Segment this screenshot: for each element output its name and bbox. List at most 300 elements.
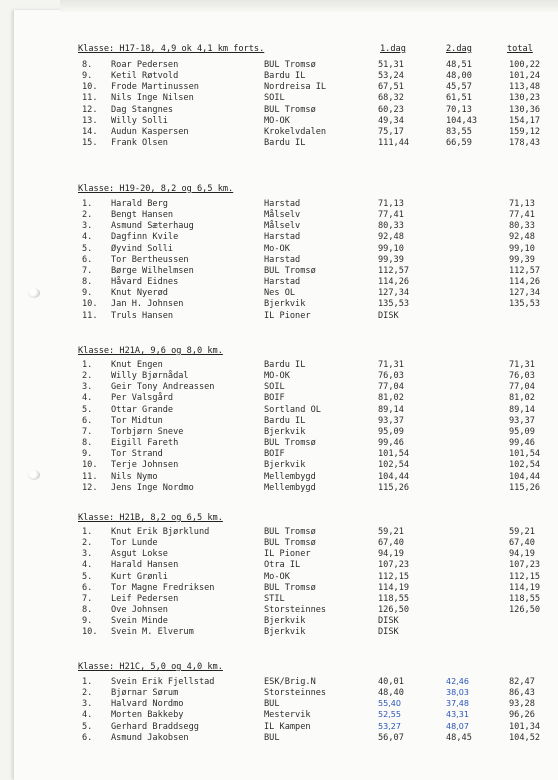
day1-time: 53,24 <box>378 71 404 82</box>
competitor-name: Ketil Røtvold <box>111 71 179 82</box>
club: Sortland OL <box>264 404 321 415</box>
rank: 6. <box>82 415 93 426</box>
total-time: 80,33 <box>509 221 535 232</box>
result-row <box>0 583 558 594</box>
day2-time: 61,51 <box>446 93 472 104</box>
total-time: 86,43 <box>509 688 535 699</box>
result-row <box>0 605 558 616</box>
total-time: 135,53 <box>509 299 541 310</box>
day1-time: 127,34 <box>378 288 410 299</box>
rank: 10. <box>82 299 98 310</box>
club: Harstad <box>264 199 301 209</box>
total-time: 112,15 <box>509 571 541 582</box>
club: Bardu IL <box>264 360 306 370</box>
rank: 6. <box>82 732 93 743</box>
day2-time: 37,48 <box>446 699 469 709</box>
total-time: 101,34 <box>509 721 541 732</box>
result-row <box>0 416 558 427</box>
total-time: 95,09 <box>509 426 535 437</box>
club: Krokelvdalen <box>264 126 327 137</box>
competitor-name: Øyvind Solli <box>111 243 174 254</box>
competitor-name: Frank Olsen <box>111 138 168 149</box>
competitor-name: Ottar Grande <box>111 404 174 415</box>
rank: 9. <box>82 616 93 627</box>
day1-time: 59,21 <box>378 527 404 537</box>
result-row <box>0 710 558 721</box>
club: SOIL <box>264 93 285 104</box>
day1-time: 60,23 <box>378 104 404 115</box>
day1-time: 93,37 <box>378 415 404 426</box>
club: BUL Tromsø <box>264 265 316 276</box>
total-time: 104,44 <box>509 471 541 482</box>
day1-time: 51,31 <box>378 60 404 70</box>
day1-time: 81,02 <box>378 393 404 404</box>
day1-time: 53,27 <box>378 721 401 731</box>
result-row <box>0 616 558 627</box>
result-row <box>0 105 558 116</box>
competitor-name: Eigill Fareth <box>111 438 179 449</box>
result-row <box>0 699 558 710</box>
result-row <box>0 311 558 322</box>
competitor-name: Frode Martinussen <box>111 82 199 93</box>
rank: 4. <box>82 710 93 721</box>
club: Bardu IL <box>264 415 306 426</box>
club: BOIF <box>264 393 285 404</box>
day1-time: 71,13 <box>378 199 404 209</box>
club: Harstad <box>264 277 301 288</box>
total-time: 114,26 <box>509 277 541 288</box>
day1-time: 107,23 <box>378 560 410 571</box>
competitor-name: Knut Nyerød <box>111 288 168 299</box>
rank: 7. <box>82 265 93 276</box>
day1-time: 56,07 <box>378 732 404 743</box>
result-row <box>0 472 558 483</box>
competitor-name: Svein M. Elverum <box>111 627 194 638</box>
competitor-name: Bengt Hansen <box>111 210 174 221</box>
total-time: 127,34 <box>509 288 541 299</box>
day1-time: 76,03 <box>378 371 404 382</box>
competitor-name: Tor Midtun <box>111 415 163 426</box>
club: Mo-OK <box>264 243 290 254</box>
club: Bjerkvik <box>264 627 306 638</box>
competitor-name: Nils Nymo <box>111 471 158 482</box>
day1-time: 77,04 <box>378 382 404 393</box>
day1-time: 80,33 <box>378 221 404 232</box>
total-time: 101,54 <box>509 449 541 460</box>
result-row <box>0 221 558 232</box>
rank: 10. <box>82 460 98 471</box>
day2-time: 48,07 <box>446 721 469 731</box>
total-time: 77,41 <box>509 210 535 221</box>
class-title: Klasse: H19-20, 8,2 og 6,5 km. <box>78 184 234 194</box>
club: Bardu IL <box>264 71 306 82</box>
club: Mestervik <box>264 710 311 721</box>
result-row <box>0 722 558 733</box>
club: ESK/Brig.N <box>264 677 316 687</box>
column-header: total <box>507 44 533 54</box>
day1-time: 95,09 <box>378 426 404 437</box>
column-header: 2.dag <box>446 44 472 54</box>
club: Mellembygd <box>264 482 316 493</box>
club: Nordreisa IL <box>264 82 327 93</box>
rank: 5. <box>82 243 93 254</box>
day1-time: 126,50 <box>378 605 410 616</box>
total-time: 94,19 <box>509 549 535 560</box>
rank: 12. <box>82 482 98 493</box>
competitor-name: Ove Johnsen <box>111 605 168 616</box>
total-time: 100,22 <box>509 60 541 70</box>
day1-time: 67,51 <box>378 82 404 93</box>
rank: 7. <box>82 426 93 437</box>
result-row <box>0 677 558 688</box>
club: BUL <box>264 699 280 710</box>
competitor-name: Tor Strand <box>111 449 163 460</box>
club: BUL Tromsø <box>264 538 316 549</box>
page-fold <box>60 0 558 12</box>
club: BUL Tromsø <box>264 527 316 537</box>
class-title: Klasse: H17-18, 4,9 ok 4,1 km forts. <box>78 44 265 54</box>
total-time: 154,17 <box>509 115 541 126</box>
rank: 5. <box>82 571 93 582</box>
total-time: 81,02 <box>509 393 535 404</box>
club: BUL Tromsø <box>264 60 316 70</box>
competitor-name: Jens Inge Nordmo <box>111 482 194 493</box>
day1-time: 68,32 <box>378 93 404 104</box>
day1-time: 75,17 <box>378 126 404 137</box>
competitor-name: Harald Berg <box>111 199 168 209</box>
result-row <box>0 549 558 560</box>
total-time: 114,19 <box>509 582 541 593</box>
rank: 3. <box>82 549 93 560</box>
competitor-name: Per Valsgård <box>111 393 174 404</box>
day1-time: 99,46 <box>378 438 404 449</box>
result-row <box>0 266 558 277</box>
rank: 11. <box>82 310 98 321</box>
day2-time: 104,43 <box>446 115 478 126</box>
competitor-name: Willy Solli <box>111 115 168 126</box>
day1-time: 49,34 <box>378 115 404 126</box>
competitor-name: Dagfinn Kvile <box>111 232 179 243</box>
result-row <box>0 627 558 638</box>
rank: 1. <box>82 199 93 209</box>
club: Harstad <box>264 254 301 265</box>
total-time: 77,04 <box>509 382 535 393</box>
competitor-name: Asmund Jakobsen <box>111 732 189 743</box>
club: BOIF <box>264 449 285 460</box>
club: MO-OK <box>264 371 290 382</box>
rank: 4. <box>82 232 93 243</box>
result-row <box>0 572 558 583</box>
rank: 2. <box>82 538 93 549</box>
total-time: 59,21 <box>509 527 535 537</box>
total-time: 107,23 <box>509 560 541 571</box>
rank: 8. <box>82 605 93 616</box>
total-time: 101,24 <box>509 71 541 82</box>
day2-time: 45,57 <box>446 82 472 93</box>
total-time: 113,48 <box>509 82 541 93</box>
result-row <box>0 382 558 393</box>
competitor-name: Knut Erik Bjørklund <box>111 527 210 537</box>
club: Otra IL <box>264 560 301 571</box>
club: Bjerkvik <box>264 426 306 437</box>
competitor-name: Håvard Eidnes <box>111 277 179 288</box>
total-time: 71,13 <box>509 199 535 209</box>
rank: 13. <box>82 115 98 126</box>
result-row <box>0 288 558 299</box>
total-time: 159,12 <box>509 126 541 137</box>
competitor-name: Jan H. Johnsen <box>111 299 184 310</box>
total-time: 71,31 <box>509 360 535 370</box>
result-row <box>0 299 558 310</box>
day1-time: 52,55 <box>378 710 401 720</box>
club: IL Kampen <box>264 721 311 732</box>
competitor-name: Asmund Sæterhaug <box>111 221 194 232</box>
club: MO-OK <box>264 115 290 126</box>
result-row <box>0 116 558 127</box>
rank: 1. <box>82 360 93 370</box>
column-header: 1.dag <box>380 44 406 54</box>
total-time: 96,26 <box>509 710 535 721</box>
club: Målselv <box>264 210 301 221</box>
day2-time: 48,00 <box>446 71 472 82</box>
day1-time: 55,40 <box>378 699 401 709</box>
result-row <box>0 82 558 93</box>
rank: 3. <box>82 699 93 710</box>
rank: 10. <box>82 82 98 93</box>
total-time: 93,28 <box>509 699 535 710</box>
rank: 11. <box>82 93 98 104</box>
day1-time: 94,19 <box>378 549 404 560</box>
day2-time: 83,55 <box>446 126 472 137</box>
day2-time: 48,51 <box>446 60 472 70</box>
result-row <box>0 232 558 243</box>
day1-time: 112,57 <box>378 265 410 276</box>
competitor-name: Leif Pedersen <box>111 593 179 604</box>
result-row <box>0 538 558 549</box>
day1-time: 67,40 <box>378 538 404 549</box>
result-row <box>0 210 558 221</box>
rank: 8. <box>82 277 93 288</box>
club: BUL Tromsø <box>264 438 316 449</box>
result-row <box>0 527 558 538</box>
day2-time: 66,59 <box>446 138 472 149</box>
day1-time: 104,44 <box>378 471 410 482</box>
club: SOIL <box>264 382 285 393</box>
result-row <box>0 71 558 82</box>
club: Storsteinnes <box>264 688 327 699</box>
club: IL Pioner <box>264 310 311 321</box>
result-row <box>0 138 558 149</box>
rank: 10. <box>82 627 98 638</box>
rank: 8. <box>82 438 93 449</box>
class-title: Klasse: H21B, 8,2 og 6,5 km. <box>78 513 223 523</box>
result-row <box>0 244 558 255</box>
total-time: 126,50 <box>509 605 541 616</box>
rank: 9. <box>82 288 93 299</box>
day1-time: 101,54 <box>378 449 410 460</box>
competitor-name: Svein Erik Fjellstad <box>111 677 215 687</box>
result-row <box>0 199 558 210</box>
day1-time: 118,55 <box>378 593 410 604</box>
club: Storsteinnes <box>264 605 327 616</box>
class-title: Klasse: H21C, 5,0 og 4,0 km. <box>78 662 223 672</box>
day1-time: 40,01 <box>378 677 404 687</box>
day1-time: 92,48 <box>378 232 404 243</box>
total-time: 178,43 <box>509 138 541 149</box>
result-row <box>0 560 558 571</box>
result-row <box>0 594 558 605</box>
total-time: 92,48 <box>509 232 535 243</box>
result-row <box>0 360 558 371</box>
day1-time: 114,26 <box>378 277 410 288</box>
rank: 2. <box>82 688 93 699</box>
day1-time: 89,14 <box>378 404 404 415</box>
result-row <box>0 60 558 71</box>
day1-time: 99,39 <box>378 254 404 265</box>
rank: 14. <box>82 126 98 137</box>
club: Mellembygd <box>264 471 316 482</box>
competitor-name: Torbjørn Sneve <box>111 426 184 437</box>
total-time: 104,52 <box>509 732 541 743</box>
rank: 4. <box>82 393 93 404</box>
rank: 2. <box>82 371 93 382</box>
rank: 5. <box>82 404 93 415</box>
competitor-name: Halvard Nordmo <box>111 699 184 710</box>
total-time: 130,36 <box>509 104 541 115</box>
total-time: 118,55 <box>509 593 541 604</box>
rank: 8. <box>82 60 93 70</box>
total-time: 99,46 <box>509 438 535 449</box>
rank: 12. <box>82 104 98 115</box>
rank: 3. <box>82 382 93 393</box>
total-time: 67,40 <box>509 538 535 549</box>
result-row <box>0 371 558 382</box>
rank: 9. <box>82 71 93 82</box>
total-time: 76,03 <box>509 371 535 382</box>
competitor-name: Harald Hansen <box>111 560 179 571</box>
club: Harstad <box>264 232 301 243</box>
competitor-name: Truls Hansen <box>111 310 174 321</box>
day1-time: 115,26 <box>378 482 410 493</box>
day1-time: DISK <box>378 616 399 627</box>
result-row <box>0 255 558 266</box>
competitor-name: Børge Wilhelmsen <box>111 265 194 276</box>
result-row <box>0 427 558 438</box>
club: Bardu IL <box>264 138 306 149</box>
result-row <box>0 93 558 104</box>
day1-time: 135,53 <box>378 299 410 310</box>
day2-time: 48,45 <box>446 732 472 743</box>
total-time: 102,54 <box>509 460 541 471</box>
day1-time: 112,15 <box>378 571 410 582</box>
day1-time: 102,54 <box>378 460 410 471</box>
day2-time: 42,46 <box>446 677 469 686</box>
result-row <box>0 460 558 471</box>
day1-time: 114,19 <box>378 582 410 593</box>
total-time: 93,37 <box>509 415 535 426</box>
club: BUL <box>264 732 280 743</box>
result-row <box>0 688 558 699</box>
result-row <box>0 438 558 449</box>
rank: 9. <box>82 449 93 460</box>
competitor-name: Dag Stangnes <box>111 104 174 115</box>
total-time: 89,14 <box>509 404 535 415</box>
total-time: 99,39 <box>509 254 535 265</box>
club: Målselv <box>264 221 301 232</box>
competitor-name: Terje Johnsen <box>111 460 179 471</box>
day2-time: 38,03 <box>446 688 469 698</box>
day1-time: 48,40 <box>378 688 404 699</box>
club: Nes OL <box>264 288 296 299</box>
total-time: 82,47 <box>509 677 535 687</box>
competitor-name: Morten Bakkeby <box>111 710 184 721</box>
rank: 6. <box>82 582 93 593</box>
competitor-name: Kurt Grønli <box>111 571 168 582</box>
total-time: 130,23 <box>509 93 541 104</box>
competitor-name: Audun Kaspersen <box>111 126 189 137</box>
rank: 4. <box>82 560 93 571</box>
rank: 3. <box>82 221 93 232</box>
rank: 2. <box>82 210 93 221</box>
club: Bjerkvik <box>264 299 306 310</box>
day2-time: 70,13 <box>446 104 472 115</box>
competitor-name: Tor Lunde <box>111 538 158 549</box>
competitor-name: Tor Bertheussen <box>111 254 189 265</box>
rank: 1. <box>82 527 93 537</box>
competitor-name: Roar Pedersen <box>111 60 179 70</box>
club: BUL Tromsø <box>264 104 316 115</box>
total-time: 112,57 <box>509 265 541 276</box>
day1-time: 77,41 <box>378 210 404 221</box>
day1-time: 111,44 <box>378 138 410 149</box>
result-row <box>0 733 558 744</box>
competitor-name: Asgut Lokse <box>111 549 168 560</box>
club: Bjerkvik <box>264 460 306 471</box>
result-row <box>0 393 558 404</box>
competitor-name: Nils Inge Nilsen <box>111 93 194 104</box>
result-row <box>0 127 558 138</box>
competitor-name: Gerhard Braddsegg <box>111 721 199 732</box>
day1-time: DISK <box>378 310 399 321</box>
rank: 1. <box>82 677 93 687</box>
result-row <box>0 449 558 460</box>
club: STIL <box>264 593 285 604</box>
result-row <box>0 405 558 416</box>
rank: 5. <box>82 721 93 732</box>
club: IL Pioner <box>264 549 311 560</box>
competitor-name: Knut Engen <box>111 360 163 370</box>
day1-time: DISK <box>378 627 399 638</box>
club: Bjerkvik <box>264 616 306 627</box>
total-time: 115,26 <box>509 482 541 493</box>
result-row <box>0 483 558 494</box>
competitor-name: Bjørnar Sørum <box>111 688 179 699</box>
competitor-name: Svein Minde <box>111 616 168 627</box>
result-row <box>0 277 558 288</box>
day1-time: 99,10 <box>378 243 404 254</box>
club: BUL Tromsø <box>264 582 316 593</box>
rank: 6. <box>82 254 93 265</box>
rank: 11. <box>82 471 98 482</box>
club: Mo-OK <box>264 571 290 582</box>
class-title: Klasse: H21A, 9,6 og 8,0 km. <box>78 346 223 356</box>
competitor-name: Willy Bjørnådal <box>111 371 189 382</box>
day1-time: 71,31 <box>378 360 404 370</box>
day2-time: 43,31 <box>446 710 469 720</box>
rank: 7. <box>82 593 93 604</box>
rank: 15. <box>82 138 98 149</box>
competitor-name: Tor Magne Fredriksen <box>111 582 215 593</box>
